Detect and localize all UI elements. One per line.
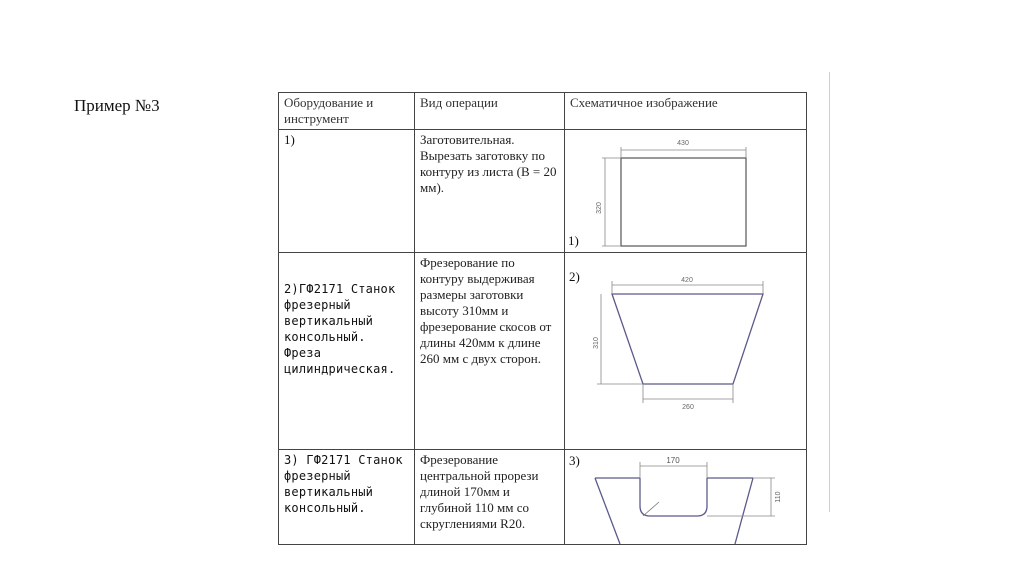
dim-label-height: 310	[593, 337, 600, 349]
operation-cell: Фрезерование центральной прорези длиной 170мм и глубиной 110 мм со скруглениями R20.	[415, 450, 565, 545]
table-header-row	[279, 93, 807, 130]
operation-cell: Фрезерование по контуру выдерживая размеры заготовки высоту 310мм и фрезерование скосов от длины 420мм к длине 260 мм с двух сторон.	[415, 253, 565, 450]
schematic-2-drawing	[565, 253, 807, 423]
schematic-cell	[565, 450, 807, 545]
equipment-cell: 1)	[279, 130, 415, 253]
schematic-cell	[565, 130, 807, 253]
table-row	[279, 130, 807, 253]
schematic-1-drawing	[565, 130, 807, 252]
schematic-label: 3)	[569, 453, 580, 468]
operations-table-image	[278, 92, 806, 531]
divider-line	[829, 72, 830, 512]
right-slant-edge	[735, 478, 753, 544]
dim-label-slot-width: 170	[666, 456, 680, 465]
operation-cell: Заготовительная. Вырезать заготовку по контуру из листа (В = 20 мм).	[415, 130, 565, 253]
schematic-3-drawing	[565, 450, 807, 544]
dim-label-height: 320	[596, 202, 603, 214]
left-slant-edge	[595, 478, 620, 544]
equipment-cell: 3) ГФ2171 Станок фрезерный вертикальный консольный.	[279, 450, 415, 545]
dim-label-slot-depth: 110	[775, 491, 782, 503]
table-row	[279, 450, 807, 545]
operations-table	[278, 92, 807, 545]
slide-title: Пример №3	[74, 96, 160, 115]
blank-rectangle	[621, 158, 746, 246]
trapezoid-part	[612, 294, 763, 384]
schematic-label: 2)	[569, 269, 580, 284]
radius-leader	[643, 502, 659, 516]
equipment-cell: 2)ГФ2171 Станок фрезерный вертикальный консольный. Фреза цилиндрическая.	[279, 253, 415, 450]
header-operation: Вид операции	[415, 93, 565, 130]
schematic-label: 1)	[568, 233, 579, 248]
dim-label-top: 420	[681, 277, 693, 284]
header-equipment: Оборудование и инструмент	[279, 93, 415, 130]
dim-label-width: 430	[677, 140, 689, 147]
schematic-cell	[565, 253, 807, 450]
dim-label-bottom: 260	[682, 404, 694, 411]
table-row	[279, 253, 807, 450]
header-schematic: Схематичное изображение	[565, 93, 807, 130]
